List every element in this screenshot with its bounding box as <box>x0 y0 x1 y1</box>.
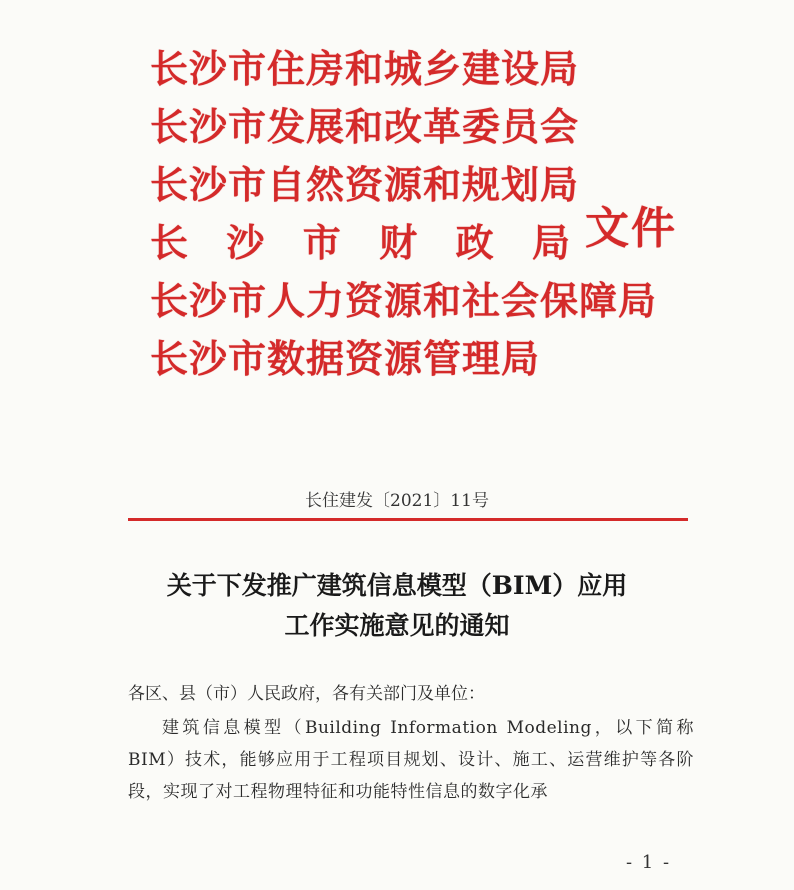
issuer-char: 市 <box>302 220 341 265</box>
issuer-char: 财 <box>379 220 418 265</box>
notice-title <box>0 566 794 646</box>
issuer-line: 长沙市住房和城乡建设局 <box>150 46 580 91</box>
issuer-line-spread <box>150 214 570 272</box>
issuer-line: 长沙市发展和改革委员会 <box>150 104 580 149</box>
red-divider-line <box>128 518 688 521</box>
document-type-label: 文件 <box>585 203 677 254</box>
issuer-char: 局 <box>531 220 570 265</box>
body-paragraph: 建筑信息模型（Building Information Modeling，以下简称BIM）技术，能够应用于工程项目规划、设计、施工、运营维护等各阶段，实现了对工程物理特征和功能特性信息的数字化承 <box>128 718 694 802</box>
issuer-line: 长沙市数据资源管理局 <box>150 336 541 381</box>
salutation: 各区、县（市）人民政府，各有关部门及单位： <box>128 684 485 704</box>
issuer-char: 政 <box>455 220 494 265</box>
title-line: 工作实施意见的通知 <box>284 611 510 640</box>
title-line: 关于下发推广建筑信息模型（BIM）应用 <box>166 571 628 600</box>
issuer-line: 长沙市人力资源和社会保障局 <box>150 278 658 323</box>
issuer-char: 长 <box>150 220 189 265</box>
issuer-char: 沙 <box>226 220 265 265</box>
page-number: - 1 - <box>626 852 672 873</box>
issuer-line: 长沙市自然资源和规划局 <box>150 162 580 207</box>
document-number: 长住建发〔2021〕11号 <box>305 491 489 511</box>
body-text <box>128 678 694 808</box>
